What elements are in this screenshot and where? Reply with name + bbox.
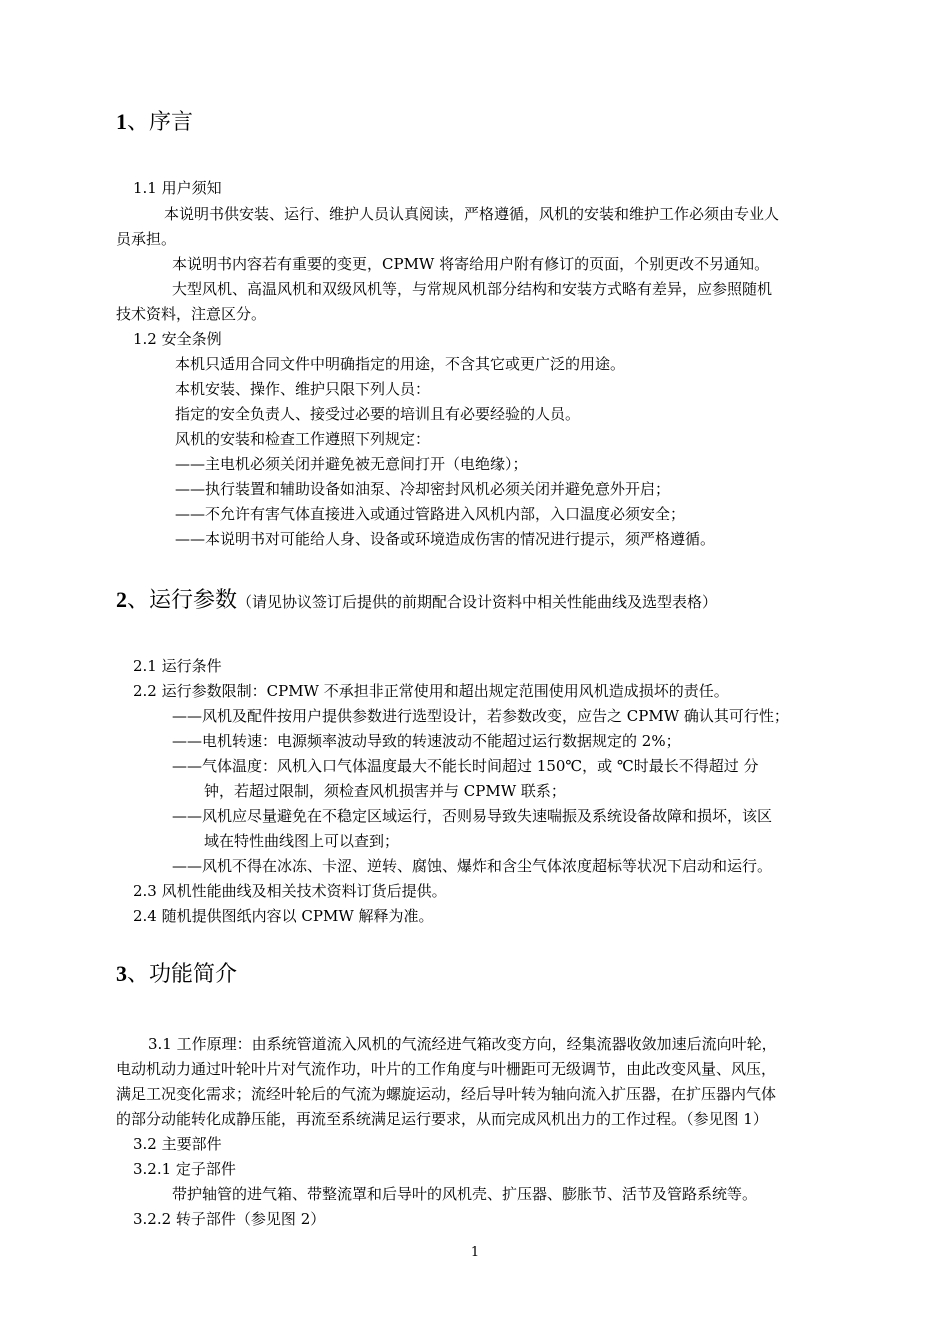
list-item: ——主电机必须关闭并避免被无意间打开（电绝缘）； bbox=[175, 455, 528, 473]
paragraph-line: 本说明书内容若有重要的变更，CPMW 将寄给用户附有修订的页面，个别更改不另通知。 bbox=[172, 255, 770, 273]
clause-3-2-heading: 3.2 主要部件 bbox=[133, 1135, 222, 1153]
section-3-title: 、功能简介 bbox=[127, 962, 238, 987]
clause-2-1-heading: 2.1 运行条件 bbox=[133, 657, 222, 675]
section-1-heading bbox=[116, 108, 193, 137]
section-1-title: 、序言 bbox=[127, 110, 194, 135]
clause-2-4: 2.4 随机提供图纸内容以 CPMW 解释为准。 bbox=[133, 907, 434, 925]
list-item: ——执行装置和辅助设备如油泵、冷却密封风机必须关闭并避免意外开启； bbox=[175, 480, 671, 498]
list-item: ——风机不得在冰冻、卡涩、逆转、腐蚀、爆炸和含尘气体浓度超标等状况下启动和运行。 bbox=[172, 857, 773, 875]
paragraph-line: 3.1 工作原理：由系统管道流入风机的气流经进气箱改变方向，经集流器收敛加速后流向叶轮， bbox=[148, 1035, 777, 1053]
list-item: ——本说明书对可能给人身、设备或环境造成伤害的情况进行提示，须严格遵循。 bbox=[175, 530, 716, 548]
paragraph-line: 风机的安装和检查工作遵照下列规定： bbox=[175, 430, 431, 448]
list-item: ——风机应尽量避免在不稳定区域运行，否则易导致失速喘振及系统设备故障和损坏，该区 bbox=[172, 807, 773, 825]
clause-3-2-2-heading: 3.2.2 转子部件（参见图 2） bbox=[133, 1210, 326, 1228]
list-item: ——气体温度：风机入口气体温度最大不能长时间超过 150℃，或 ℃时最长不得超过 分 bbox=[172, 757, 759, 775]
paragraph-line: 指定的安全负责人、接受过必要的培训且有必要经验的人员。 bbox=[175, 405, 581, 423]
list-item: ——电机转速：电源频率波动导致的转速波动不能超过运行数据规定的 2%； bbox=[172, 732, 681, 750]
list-item: ——风机及配件按用户提供参数进行选型设计，若参数改变，应告之 CPMW 确认其可行性； bbox=[172, 707, 789, 725]
paragraph-line: 员承担。 bbox=[116, 230, 177, 248]
section-2-title: 、运行参数 bbox=[127, 588, 238, 613]
paragraph-line: 本说明书供安装、运行、维护人员认真阅读，严格遵循，风机的安装和维护工作必须由专业人 bbox=[164, 205, 780, 223]
list-item-continuation: 域在特性曲线图上可以查到； bbox=[204, 832, 400, 850]
paragraph-line: 带护轴管的进气箱、带整流罩和后导叶的风机壳、扩压器、膨胀节、活节及管路系统等。 bbox=[172, 1185, 758, 1203]
section-1-number: 1 bbox=[116, 109, 127, 134]
paragraph-line: 大型风机、高温风机和双级风机等，与常规风机部分结构和安装方式略有差异，应参照随机 bbox=[172, 280, 773, 298]
paragraph-line: 的部分动能转化成静压能，再流至系统满足运行要求，从而完成风机出力的工作过程。（参见图 1） bbox=[116, 1110, 768, 1128]
paragraph-line: 本机安装、操作、维护只限下列人员： bbox=[175, 380, 431, 398]
list-item-continuation: 钟，若超过限制，须检查风机损害并与 CPMW 联系； bbox=[204, 782, 566, 800]
clause-1-1-heading: 1.1 用户须知 bbox=[133, 179, 222, 197]
paragraph-line: 本机只适用合同文件中明确指定的用途，不含其它或更广泛的用途。 bbox=[175, 355, 626, 373]
paragraph-line: 技术资料，注意区分。 bbox=[116, 305, 267, 323]
section-2-note: （请见协议签订后提供的前期配合设计资料中相关性能曲线及选型表格） bbox=[237, 593, 718, 611]
section-2-number: 2 bbox=[116, 587, 127, 612]
paragraph-line: 满足工况变化需求；流经叶轮后的气流为螺旋运动，经后导叶转为轴向流入扩压器，在扩压器内气体 bbox=[116, 1085, 777, 1103]
clause-2-2-heading: 2.2 运行参数限制：CPMW 不承担非正常使用和超出规定范围使用风机造成损坏的责任。 bbox=[133, 682, 729, 700]
page-number: 1 bbox=[470, 1245, 480, 1260]
list-item: ——不允许有害气体直接进入或通过管路进入风机内部，入口温度必须安全； bbox=[175, 505, 686, 523]
section-3-number: 3 bbox=[116, 961, 127, 986]
section-2-heading bbox=[116, 586, 717, 616]
clause-3-2-1-heading: 3.2.1 定子部件 bbox=[133, 1160, 236, 1178]
section-3-heading bbox=[116, 960, 237, 989]
clause-2-3: 2.3 风机性能曲线及相关技术资料订货后提供。 bbox=[133, 882, 447, 900]
clause-1-2-heading: 1.2 安全条例 bbox=[133, 330, 222, 348]
paragraph-line: 电动机动力通过叶轮叶片对气流作功，叶片的工作角度与叶栅距可无级调节，由此改变风量、风压， bbox=[116, 1060, 777, 1078]
